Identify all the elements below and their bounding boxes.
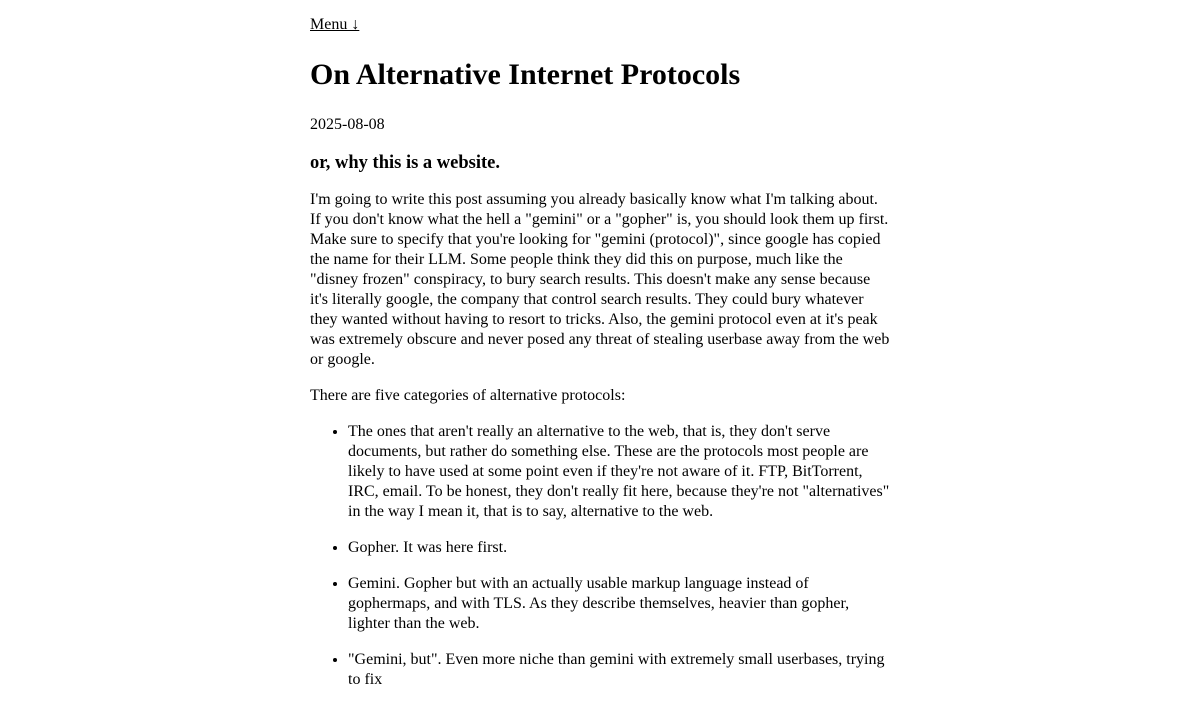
categories-intro: There are five categories of alternative protocols: <box>310 387 626 404</box>
subtitle: or, why this is a website. <box>310 153 500 173</box>
menu-link[interactable]: Menu ↓ <box>310 16 360 33</box>
page-title: On Alternative Internet Protocols <box>310 58 741 91</box>
list-item: • The ones that aren't really an alternative to the web, that is, they don't serve documents, but rather do something else. These are the protocols most people are likely to have used at some point even if they're not aware of it. FTP, BitTorrent, IRC, email. To be honest, they don't really fit here, because they're not "alternatives" in the way I mean it, that is to say, alternative to the web. <box>348 422 890 522</box>
protocol-categories-list <box>310 422 890 690</box>
list-item: • "Gemini, but". Even more niche than gemini with extremely small userbases, trying to fix <box>348 650 890 690</box>
article-container <box>310 0 890 706</box>
post-date: 2025-08-08 <box>310 116 385 133</box>
list-item: • Gemini. Gopher but with an actually usable markup language instead of gophermaps, and with TLS. As they describe themselves, heavier than gopher, lighter than the web. <box>348 574 890 634</box>
list-item: • Gopher. It was here first. <box>348 538 890 558</box>
intro-paragraph: I'm going to write this post assuming you already basically know what I'm talking about. If you don't know what the hell a "gemini" or a "gopher" is, you should look them up first. Make sure to specify that you're looking for "gemini (protocol)", since google has copied the name for their LLM. Some people think they did this on purpose, much like the "disney frozen" conspiracy, to bury search results. This doesn't make any sense because it's literally google, the company that control search results. They could bury whatever they wanted without having to resort to tricks. Also, the gemini protocol even at it's peak was extremely obscure and never posed any threat of stealing userbase away from the web or google. <box>310 191 890 368</box>
